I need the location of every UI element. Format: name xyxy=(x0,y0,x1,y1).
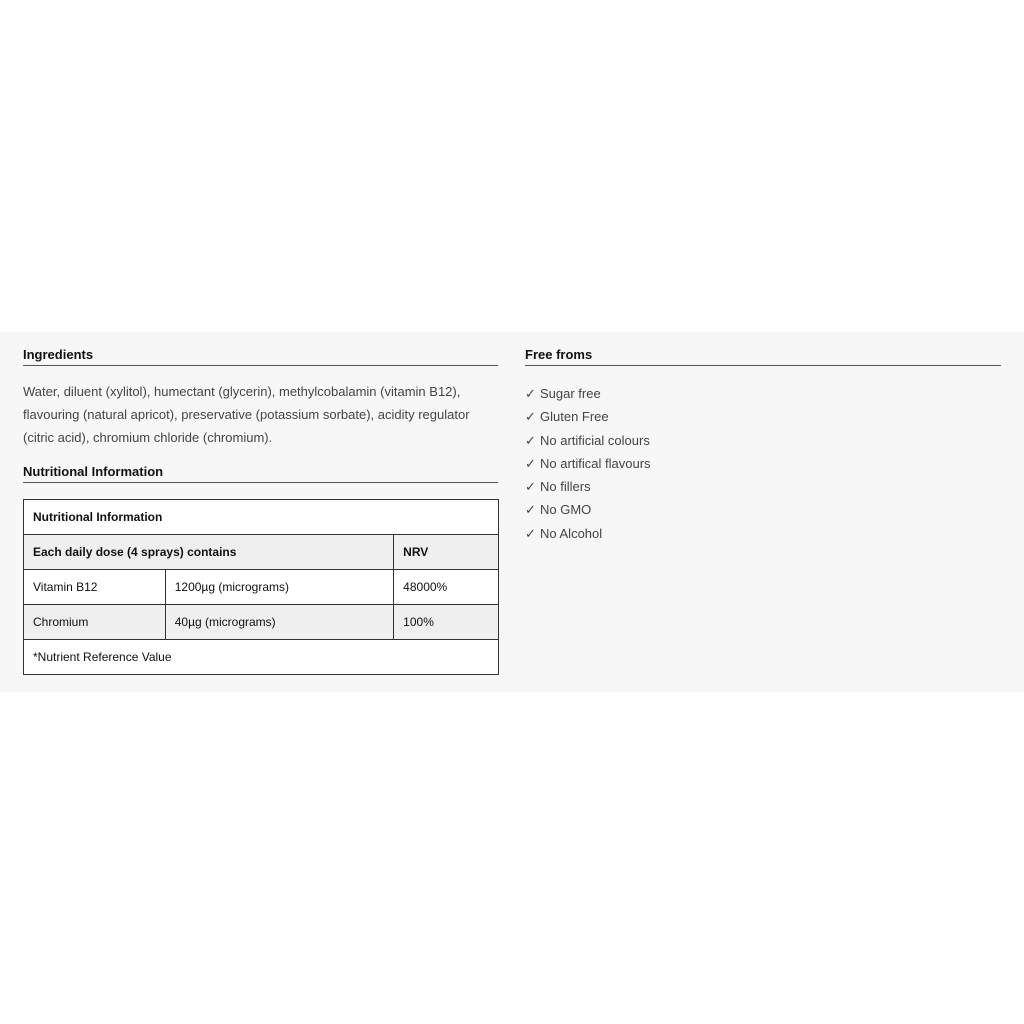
list-item xyxy=(525,382,1001,405)
nutrient-amount-cell: 1200µg (micrograms) xyxy=(165,570,393,605)
list-item xyxy=(525,429,1001,452)
ingredients-heading: Ingredients xyxy=(23,347,498,366)
free-from-label: Gluten Free xyxy=(540,409,609,425)
nutrient-nrv-cell: 48000% xyxy=(394,570,499,605)
check-icon: ✓ xyxy=(525,502,536,518)
free-from-label: No artifical flavours xyxy=(540,455,651,471)
table-title-cell: Nutritional Information xyxy=(24,500,499,535)
table-header-row xyxy=(24,535,499,570)
product-info-panel xyxy=(0,332,1024,692)
check-icon: ✓ xyxy=(525,432,536,448)
left-column xyxy=(23,347,498,675)
free-from-label: No fillers xyxy=(540,479,591,495)
nutritional-information-heading: Nutritional Information xyxy=(23,464,498,483)
list-item xyxy=(525,475,1001,498)
nutrient-amount-cell: 40µg (micrograms) xyxy=(165,605,393,640)
free-from-label: Sugar free xyxy=(540,386,601,401)
table-row xyxy=(24,570,499,605)
free-froms-list xyxy=(525,382,1001,545)
check-icon: ✓ xyxy=(525,386,536,401)
table-row xyxy=(24,605,499,640)
right-column xyxy=(525,347,1001,545)
table-footnote-row xyxy=(24,640,499,675)
check-icon: ✓ xyxy=(525,455,536,471)
check-icon: ✓ xyxy=(525,479,536,495)
footnote-cell: *Nutrient Reference Value xyxy=(24,640,499,675)
list-item xyxy=(525,405,1001,428)
list-item xyxy=(525,522,1001,545)
nutrition-table xyxy=(23,499,499,675)
check-icon: ✓ xyxy=(525,409,536,425)
table-title-row xyxy=(24,500,499,535)
nutrient-name-cell: Vitamin B12 xyxy=(24,570,166,605)
free-from-label: No GMO xyxy=(540,502,592,518)
nrv-header-cell: NRV xyxy=(394,535,499,570)
free-from-label: No Alcohol xyxy=(540,525,603,541)
check-icon: ✓ xyxy=(525,525,536,541)
list-item xyxy=(525,452,1001,475)
nutrient-name-cell: Chromium xyxy=(24,605,166,640)
free-from-label: No artificial colours xyxy=(540,432,650,448)
dose-header-cell: Each daily dose (4 sprays) contains xyxy=(24,535,394,570)
ingredients-text: Water, diluent (xylitol), humectant (glycerin), methylcobalamin (vitamin B12), flavouring (natural apricot), preservative (potassium sorbate), acidity regulator (citric acid), chromium chloride (chromium). xyxy=(23,384,470,445)
free-froms-heading: Free froms xyxy=(525,347,1001,366)
nutrient-nrv-cell: 100% xyxy=(394,605,499,640)
list-item xyxy=(525,498,1001,521)
